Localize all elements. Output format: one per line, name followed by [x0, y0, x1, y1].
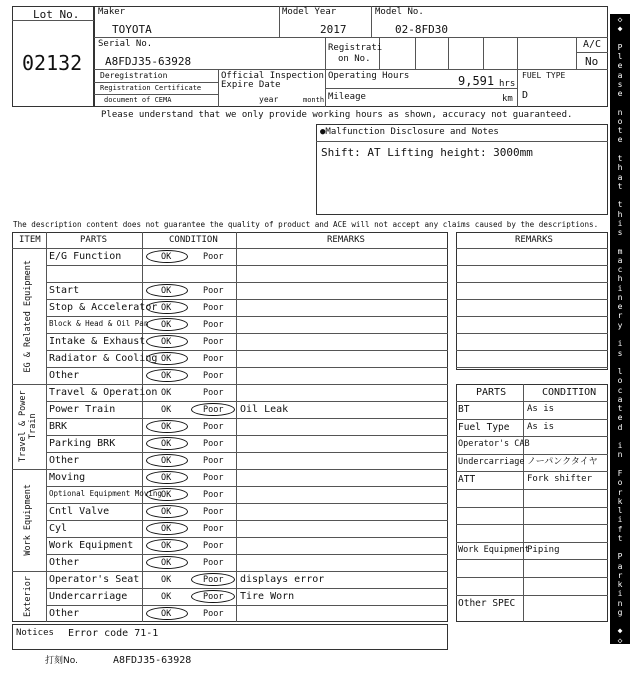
row-divider: [46, 588, 448, 589]
selected-oval: [146, 335, 188, 348]
condition-poor[interactable]: Poor: [203, 575, 224, 585]
part-name: Other: [49, 455, 80, 466]
sidebar-char: n: [617, 599, 623, 608]
sidebar-char: l: [617, 506, 623, 515]
part-name: Optional Equipment Moving: [49, 489, 162, 498]
condition-ok[interactable]: OK: [161, 524, 172, 534]
part-name: Operator's Seat: [49, 574, 140, 585]
row-divider: [456, 436, 608, 437]
sidebar-char: s: [617, 80, 623, 89]
row-divider: [46, 350, 448, 351]
selected-oval: [146, 522, 188, 535]
row-divider: [456, 542, 608, 543]
model-no-label: Model No.: [375, 7, 424, 17]
sidebar-char: ◇: [617, 636, 623, 645]
condition-poor[interactable]: Poor: [203, 252, 224, 262]
part-name: Undercarriage: [49, 591, 128, 602]
selected-oval: [146, 488, 188, 501]
sidebar-char: a: [617, 256, 623, 265]
sidebar-char: o: [617, 117, 623, 126]
condition-ok[interactable]: OK: [161, 422, 172, 432]
inspection-label-2: Expire Date: [221, 80, 281, 90]
condition-ok[interactable]: OK: [161, 405, 172, 415]
operating-hours-label: Operating Hours: [328, 71, 410, 81]
condition-poor[interactable]: Poor: [203, 490, 224, 500]
sidebar-char: F: [617, 469, 623, 478]
condition-poor[interactable]: Poor: [203, 609, 224, 619]
remark-text: displays error: [240, 574, 325, 585]
condition-poor[interactable]: Poor: [203, 337, 224, 347]
selected-oval: [146, 420, 188, 433]
condition-ok[interactable]: OK: [161, 320, 172, 330]
deregistration-label: Deregistration: [100, 71, 168, 80]
condition-poor[interactable]: Poor: [203, 354, 224, 364]
condition-ok[interactable]: OK: [161, 575, 172, 585]
condition-poor[interactable]: Poor: [203, 541, 224, 551]
condition-ok[interactable]: OK: [161, 354, 172, 364]
sidebar-char: t: [617, 534, 623, 543]
malfunction-content: Shift: AT Lifting height: 3000mm: [321, 146, 533, 159]
condition-poor[interactable]: Poor: [203, 524, 224, 534]
header-item: ITEM: [19, 235, 41, 245]
model-year-value: 2017: [320, 23, 347, 36]
remark-text: Tire Worn: [240, 591, 295, 602]
selected-oval: [146, 369, 188, 382]
condition-poor[interactable]: Poor: [203, 473, 224, 483]
sidebar-char: s: [617, 349, 623, 358]
part-name: Power Train: [49, 404, 116, 415]
sidebar-char: t: [617, 200, 623, 209]
condition-ok[interactable]: OK: [161, 456, 172, 466]
selected-oval: [146, 539, 188, 552]
group-label: Work Equipment: [23, 484, 34, 556]
right-condition-value: ノーパンクタイヤ: [527, 456, 598, 467]
operating-hours-value: 9,591: [458, 74, 495, 88]
sidebar-char: k: [617, 580, 623, 589]
group-cell: [12, 248, 46, 384]
part-name: Work Equipment: [49, 540, 134, 551]
sidebar-char: a: [617, 562, 623, 571]
sidebar-char: y: [617, 321, 623, 330]
condition-ok[interactable]: OK: [161, 558, 172, 568]
row-divider: [46, 435, 448, 436]
part-name: Stop & Accelerator: [49, 302, 158, 313]
group-cell: [12, 571, 46, 622]
sidebar-char: i: [617, 284, 623, 293]
row-divider: [456, 524, 608, 525]
registration-label-2: on No.: [338, 54, 371, 64]
month-label: month: [303, 96, 325, 104]
remark-line: [456, 282, 608, 283]
part-name: Start: [49, 285, 80, 296]
sidebar-char: e: [617, 89, 623, 98]
row-divider: [46, 486, 448, 487]
group-label: Travel & Power Train: [18, 390, 38, 463]
sidebar-char: d: [617, 423, 623, 432]
sidebar-char: i: [617, 339, 623, 348]
part-name: Radiator & Cooling: [49, 353, 158, 364]
right-part-name: Operator's CAB: [458, 439, 530, 450]
row-divider: [46, 316, 448, 317]
row-divider: [46, 367, 448, 368]
condition-poor[interactable]: Poor: [203, 422, 224, 432]
part-name: Other: [49, 370, 80, 381]
right-part-name: BT: [458, 404, 470, 415]
row-divider: [456, 559, 608, 560]
part-name: BRK: [49, 421, 68, 432]
condition-poor[interactable]: Poor: [203, 320, 224, 330]
row-divider: [46, 537, 448, 538]
sidebar-char: f: [617, 525, 623, 534]
remark-line: [456, 316, 608, 317]
row-divider: [46, 452, 448, 453]
sidebar-char: l: [617, 367, 623, 376]
selected-oval: [146, 471, 188, 484]
row-divider: [46, 401, 448, 402]
condition-poor[interactable]: Poor: [203, 405, 224, 415]
condition-poor[interactable]: Poor: [203, 303, 224, 313]
condition-poor[interactable]: Poor: [203, 439, 224, 449]
sidebar-char: r: [617, 311, 623, 320]
sidebar-char: e: [617, 61, 623, 70]
row-divider: [46, 554, 448, 555]
part-name: Other: [49, 608, 80, 619]
group-cell: [12, 469, 46, 571]
fuel-type-value: D: [522, 90, 529, 101]
selected-oval: [191, 590, 235, 603]
stamp-label: 打刻No.: [45, 656, 78, 666]
remark-text: Oil Leak: [240, 404, 289, 415]
right-parts-header: PARTS: [476, 387, 507, 398]
condition-poor[interactable]: Poor: [203, 286, 224, 296]
selected-oval: [146, 607, 188, 620]
remark-line: [456, 265, 608, 266]
sidebar-char: i: [617, 441, 623, 450]
sidebar-char: k: [617, 497, 623, 506]
disclaimer-text: The description content does not guarantee the quality of product and ACE will not accept any claims caused by the descriptions.: [13, 220, 599, 229]
maker-label: Maker: [98, 7, 126, 17]
condition-poor[interactable]: Poor: [203, 456, 224, 466]
condition-ok[interactable]: OK: [161, 337, 172, 347]
registration-label-1: Registrati: [328, 43, 383, 53]
condition-poor[interactable]: Poor: [203, 371, 224, 381]
part-name: Other: [49, 557, 80, 568]
sidebar-char: ◇: [617, 15, 623, 24]
condition-poor[interactable]: Poor: [203, 558, 224, 568]
row-divider: [456, 471, 608, 472]
sidebar-char: h: [617, 274, 623, 283]
row-divider: [456, 401, 608, 402]
row-divider: [46, 299, 448, 300]
selected-oval: [191, 573, 235, 586]
selected-oval: [191, 403, 235, 416]
sidebar-char: i: [617, 515, 623, 524]
sidebar-char: e: [617, 302, 623, 311]
sidebar-char: P: [617, 43, 623, 52]
malfunction-title: ●Malfunction Disclosure and Notes: [320, 127, 499, 137]
right-condition-value: As is: [527, 404, 555, 414]
part-name: Cyl: [49, 523, 68, 534]
selected-oval: [146, 301, 188, 314]
sidebar-char: a: [617, 395, 623, 404]
right-parts-table: [456, 384, 608, 622]
sidebar-char: e: [617, 413, 623, 422]
lot-label: Lot No.: [33, 8, 80, 21]
remark-line: [456, 350, 608, 351]
hrs-label: hrs: [499, 79, 516, 89]
condition-ok[interactable]: OK: [161, 592, 172, 602]
sidebar-char: a: [617, 173, 623, 182]
sidebar-char: t: [617, 154, 623, 163]
stamp-value: A8FDJ35-63928: [113, 655, 192, 666]
sidebar-char: e: [617, 135, 623, 144]
right-part-name: Work Equipment: [458, 544, 530, 555]
header-remarks: REMARKS: [327, 235, 365, 245]
row-divider: [46, 605, 448, 606]
vertical-notice-bar: [610, 14, 630, 644]
row-divider: [46, 571, 448, 572]
sidebar-char: c: [617, 386, 623, 395]
selected-oval: [146, 437, 188, 450]
part-name: Moving: [49, 472, 86, 483]
row-divider: [46, 333, 448, 334]
condition-ok[interactable]: OK: [161, 490, 172, 500]
row-divider: [46, 469, 448, 470]
condition-ok[interactable]: OK: [161, 507, 172, 517]
remark-line: [456, 299, 608, 300]
inspection-label-1: Official Inspection: [221, 71, 324, 81]
sidebar-char: g: [617, 608, 623, 617]
selected-oval: [146, 505, 188, 518]
condition-ok[interactable]: OK: [161, 473, 172, 483]
row-divider: [456, 454, 608, 455]
row-divider: [46, 418, 448, 419]
condition-ok[interactable]: OK: [161, 286, 172, 296]
row-divider: [456, 489, 608, 490]
selected-oval: [146, 318, 188, 331]
mileage-label: Mileage: [328, 92, 366, 102]
sidebar-char: i: [617, 219, 623, 228]
part-name: Intake & Exhaust: [49, 336, 146, 347]
group-cell: [12, 384, 46, 469]
maker-value: TOYOTA: [112, 23, 152, 36]
right-remarks-header: REMARKS: [515, 235, 553, 245]
part-name: Block & Head & Oil Pan: [49, 319, 149, 328]
sidebar-char: i: [617, 589, 623, 598]
right-part-name: Other SPEC: [458, 597, 516, 609]
selected-oval: [146, 454, 188, 467]
km-label: km: [502, 94, 513, 104]
condition-ok[interactable]: OK: [161, 541, 172, 551]
right-part-name: Undercarriage: [458, 456, 525, 467]
fuel-type-label: FUEL TYPE: [522, 71, 566, 80]
sidebar-char: s: [617, 228, 623, 237]
model-no-value: 02-8FD30: [395, 23, 448, 36]
condition-ok[interactable]: OK: [161, 439, 172, 449]
right-part-name: ATT: [458, 474, 476, 486]
condition-poor[interactable]: Poor: [203, 507, 224, 517]
header-parts: PARTS: [80, 235, 108, 245]
year-label: year: [259, 95, 279, 104]
model-year-label: Model Year: [282, 7, 337, 17]
sidebar-char: r: [617, 571, 623, 580]
remark-line: [456, 367, 608, 368]
notices-value: Error code 71-1: [68, 628, 159, 639]
row-divider: [456, 419, 608, 420]
sidebar-char: m: [617, 247, 623, 256]
serial-value: A8FDJ35-63928: [105, 55, 192, 68]
row-divider: [456, 595, 608, 596]
selected-oval: [146, 250, 188, 263]
sidebar-char: n: [617, 293, 623, 302]
sidebar-char: n: [617, 450, 623, 459]
selected-oval: [146, 556, 188, 569]
notices-label: Notices: [16, 628, 54, 638]
sidebar-char: ◆: [617, 24, 623, 33]
cema-label: document of CEMA: [104, 96, 172, 104]
ac-value: No: [585, 55, 599, 68]
right-condition-value: Piping: [527, 544, 560, 555]
right-condition-header: CONDITION: [542, 387, 597, 398]
row-divider: [456, 577, 608, 578]
remark-line: [456, 333, 608, 334]
sidebar-char: t: [617, 404, 623, 413]
row-divider: [46, 282, 448, 283]
condition-ok[interactable]: OK: [161, 252, 172, 262]
right-condition-value: As is: [527, 421, 555, 432]
condition-ok[interactable]: OK: [161, 303, 172, 313]
row-divider: [456, 507, 608, 508]
part-name: E/G Function: [49, 251, 122, 262]
part-name: Parking BRK: [49, 438, 116, 449]
sidebar-char: n: [617, 108, 623, 117]
right-condition-value: Fork shifter: [527, 474, 593, 485]
right-part-name: Fuel Type: [458, 421, 510, 433]
selected-oval: [146, 284, 188, 297]
condition-ok[interactable]: OK: [161, 609, 172, 619]
sidebar-char: t: [617, 182, 623, 191]
sidebar-char: o: [617, 478, 623, 487]
sidebar-char: l: [617, 52, 623, 61]
sidebar-char: h: [617, 210, 623, 219]
selected-oval: [146, 352, 188, 365]
condition-poor[interactable]: Poor: [203, 388, 224, 398]
row-divider: [46, 384, 448, 385]
header-condition: CONDITION: [169, 235, 218, 245]
sidebar-char: h: [617, 163, 623, 172]
sidebar-char: P: [617, 552, 623, 561]
group-label: Exterior: [23, 576, 34, 617]
condition-poor[interactable]: Poor: [203, 592, 224, 602]
sidebar-char: a: [617, 71, 623, 80]
condition-ok[interactable]: OK: [161, 371, 172, 381]
row-divider: [46, 265, 448, 266]
row-divider: [46, 520, 448, 521]
sidebar-char: t: [617, 126, 623, 135]
malfunction-box: [316, 124, 608, 215]
sidebar-char: r: [617, 488, 623, 497]
part-name: Cntl Valve: [49, 506, 110, 517]
serial-label: Serial No.: [98, 39, 153, 49]
sidebar-char: c: [617, 265, 623, 274]
sidebar-char: o: [617, 376, 623, 385]
group-label: EG & Related Equipment: [23, 259, 34, 373]
condition-ok[interactable]: OK: [161, 388, 172, 398]
sidebar-char: ◆: [617, 626, 623, 635]
working-hours-notice: Please understand that we only provide working hours as shown, accuracy not guaranteed.: [101, 110, 573, 120]
ac-label: A/C: [583, 39, 602, 50]
row-divider: [46, 503, 448, 504]
part-name: Travel & Operation: [49, 387, 158, 398]
lot-number: 02132: [22, 51, 83, 75]
registration-cert-label: Registration Certificate: [100, 84, 202, 92]
